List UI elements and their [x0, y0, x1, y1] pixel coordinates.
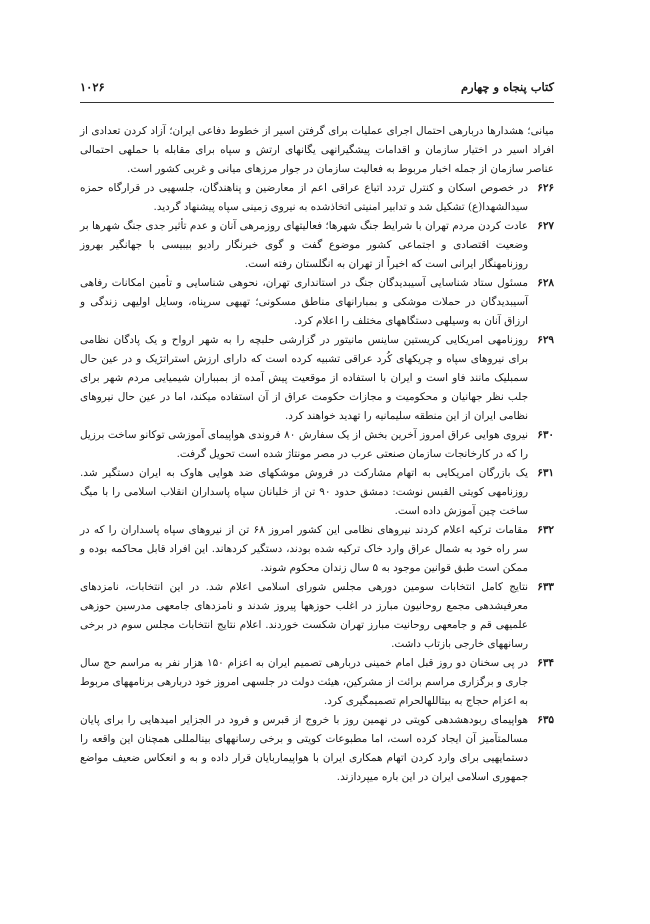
entry-635 — [80, 711, 554, 787]
entry-632 — [80, 521, 554, 578]
entry-text: مقامات ترکیه اعلام کردند نیروهای نظامی این کشور امروز ۶۸ تن از نیروهای سپاه پاسداران را که در سر راه خود به شمال عراق وارد خاک ترکیه شده بودند، دستگیر کردهاند. این افراد قابل محاکمه بوده و ممکن است طبق قوانین موجود به ۵ سال زندان محکوم شوند. — [80, 524, 528, 574]
entry-629 — [80, 331, 554, 426]
entry-text: یک بازرگان امریکایی به اتهام مشارکت در فروش موشکهای ضد هوایی هاوک به ایران دستگیر شد. روزنامهی کویتی القبس نوشت: دمشق حدود ۹۰ تن از خلبانان سپاه پاسداران انقلاب اسلامی را با میگ ساخت چین آموزش داده است. — [80, 467, 528, 517]
entry-number: ۶۳۵ — [537, 714, 554, 726]
entry-number: ۶۳۱ — [537, 467, 554, 479]
entry-number: ۶۳۰ — [537, 429, 554, 441]
entry-627 — [80, 217, 554, 274]
entry-text: نیروی هوایی عراق امروز آخرین بخش از یک سفارش ۸۰ فروندی هواپیمای آموزشی توکانو ساخت برزیل را که در کارخانجات سازمان صنعتی عرب در مصر مونتاژ شده است تحویل گرفت. — [80, 429, 528, 460]
book-title: کتاب پنجاه و چهارم — [460, 80, 554, 94]
entry-number: ۶۲۷ — [537, 220, 554, 232]
entry-number: ۶۳۳ — [537, 581, 554, 593]
entry-626 — [80, 179, 554, 217]
entry-number: ۶۲۶ — [537, 182, 554, 194]
entry-631 — [80, 464, 554, 521]
page-body — [80, 122, 554, 787]
entry-628 — [80, 274, 554, 331]
entry-number: ۶۳۲ — [537, 524, 554, 536]
header-divider — [80, 102, 554, 103]
entry-text: در پی سخنان دو روز قبل امام خمینی دربارهی تصمیم ایران به اعزام ۱۵۰ هزار نفر به مراسم حج سال جاری و برگزاری مراسم برائت از مشرکین، هیئت دولت در جلسهی امروز خود دربارهی برنامههای مربوط به اعزام حجاج به بیتاللهالحرام تصمیمگیری کرد. — [80, 657, 528, 707]
entry-text: عادت کردن مردم تهران با شرایط جنگ شهرها؛ فعالیتهای روزمرهی آنان و عدم تأثیر جدی جنگ شهرها بر وضعیت اقتصادی و اجتماعی کشور موضوع گفت و گوی خبرنگار رادیو بیبیسی با جهانگیر بهروز روزنامهنگار ایرانی است که اخیراً از تهران به انگلستان رفته است. — [80, 220, 528, 270]
entry-634 — [80, 654, 554, 711]
entry-number: ۶۲۹ — [537, 334, 554, 346]
entry-text: در خصوص اسکان و کنترل تردد اتباع عراقی اعم از معارضین و پناهندگان، جلسهیی در قرارگاه حمزه سیدالشهدا(ع) تشکیل شد و تدابیر امنیتی اتخاذشده به نیروی زمینی سپاه پیشنهاد گردید. — [80, 182, 528, 213]
entry-text: مسئول ستاد شناسایی آسیبدیدگان جنگ در استانداری تهران، نحوهی شناسایی و تأمین امکانات رفاهی آسیبدیدگان در حملات موشکی و بمبارانهای مناطق مسکونی؛ تهیهی سرپناه، وسایل اولیهی زندگی و ارزاق آنان به وسیلهی دستگاههای مختلف را اعلام کرد. — [80, 277, 528, 327]
page-number: ۱۰۲۶ — [80, 80, 105, 94]
page-header — [80, 76, 554, 98]
entry-text: نتایج کامل انتخابات سومین دورهی مجلس شورای اسلامی اعلام شد. در این انتخابات، نامزدهای معرفیشدهی مجمع روحانیون مبارز در اغلب حوزهها پیروز شدند و نامزدهای جامعهی مدرسین حوزهی علمیهی قم و جامعهی روحانیت مبارز تهران شکست خوردند. اعلام نتایج انتخابات مجلس سوم در برخی رسانههای خارجی بازتاب داشت. — [80, 581, 528, 650]
entry-630 — [80, 426, 554, 464]
entry-number: ۶۳۴ — [537, 657, 554, 669]
entry-text: هواپیمای ربودهشدهی کویتی در نهمین روز با خروج از قبرس و فرود در الجزایر امیدهایی را برای پایان مسالمتآمیز آن ایجاد کرده است، اما مطبوعات کویتی و برخی رسانههای بینالمللی همچنان این واقعه را دستمایهیی برای وارد کردن اتهام همکاری ایران با هواپیماربایان قرار داده و به و انعکاس ضعیف مواضع جمهوری اسلامی ایران در این باره میپردازند. — [80, 714, 528, 783]
entry-number: ۶۲۸ — [537, 277, 554, 289]
entry-text: روزنامهی امریکایی کریستین ساینس مانیتور در گزارشی حلبچه را به شهر ارواح و یک پادگان نظامی برای نیروهای سپاه و چریکهای کُرد عراقی تشبیه کرده است که دارای ارزش استراتژیک و در عین حال سمبلیک مانند فاو است و ایران با استفاده از موقعیت پیش آمده از بمبباران شیمیایی مردم شهر برای جلب نظر جهانیان و محکومیت و مجازات حکومت عراق از آن استفاده میکند، اما در عین حال نیروهای نظامی ایران از این منطقه سلیمانیه را تهدید خواهند کرد. — [80, 334, 528, 422]
entry-633 — [80, 578, 554, 654]
intro-paragraph: میانی؛ هشدارها دربارهی احتمال اجرای عملیات برای گرفتن اسیر از خطوط دفاعی ایران؛ آزاد کردن تعدادی از افراد اسیر در اختیار سازمان و اقدامات پیشگیرانهی یگانهای ارتش و سپاه برای مقابله با حملهی احتمالی عناصر سازمان از جمله اخبار مربوط به فعالیت سازمان در جوار مرزهای میانی و غربی کشور است. — [80, 125, 554, 175]
